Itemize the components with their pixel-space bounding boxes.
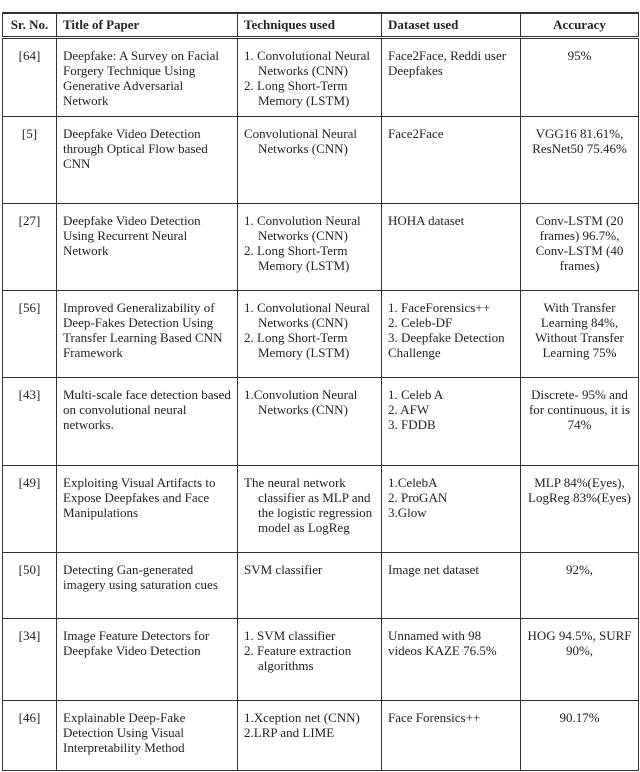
- dataset-cell: [382, 203, 521, 290]
- accuracy-cell: [521, 37, 639, 116]
- dataset-cell: [382, 700, 521, 770]
- title-cell: [57, 203, 238, 290]
- accuracy-cell: [521, 377, 639, 465]
- ref-cell: [3, 290, 57, 377]
- papers-table: [2, 12, 639, 771]
- dataset-item: Face Forensics++: [388, 709, 481, 725]
- table-row: [3, 377, 639, 465]
- dataset-cell: [382, 377, 521, 465]
- accuracy-value: With Transfer Learning 84%, Without Transfer Learning 75%: [535, 299, 624, 360]
- paper-title: Deepfake Video Detection through Optical Flow based CNN: [63, 125, 208, 171]
- ref-number: [34]: [18, 627, 41, 643]
- header-accuracy: Accuracy: [521, 13, 639, 37]
- header-dataset: Dataset used: [382, 13, 521, 37]
- dataset-item: 1. Celeb A: [388, 386, 444, 402]
- accuracy-cell: [521, 465, 639, 552]
- accuracy-value: VGG16 81.61%, ResNet50 75.46%: [532, 125, 627, 156]
- table-row: [3, 290, 639, 377]
- technique-item: 1.Convolution Neural Networks (CNN): [244, 386, 358, 417]
- paper-title: Multi-scale face detection based on convolutional neural networks.: [63, 386, 231, 432]
- dataset-item: Face2Face, Reddi user Deepfakes: [388, 47, 507, 78]
- accuracy-value: 90.17%: [559, 709, 600, 725]
- technique-item: 1. SVM classifier: [244, 627, 336, 643]
- techniques-cell: [238, 618, 382, 700]
- technique-item: 1. Convolutional Neural Networks (CNN): [244, 299, 371, 330]
- paper-title: Image Feature Detectors for Deepfake Video Detection: [63, 627, 210, 658]
- ref-number: [5]: [21, 125, 38, 141]
- techniques-cell: [238, 203, 382, 290]
- dataset-cell: [382, 618, 521, 700]
- title-cell: [57, 37, 238, 116]
- technique-item: 2. Feature extraction algorithms: [244, 642, 352, 673]
- ref-number: [27]: [18, 212, 41, 228]
- table-row: [3, 700, 639, 770]
- header-sr-no: Sr. No.: [3, 13, 57, 37]
- dataset-item: 1.CelebA: [388, 474, 438, 490]
- techniques-cell: [238, 552, 382, 618]
- techniques-cell: [238, 465, 382, 552]
- accuracy-value: Conv-LSTM (20 frames) 96.7%, Conv-LSTM (40 frames): [535, 212, 624, 273]
- dataset-item: HOHA dataset: [388, 212, 465, 228]
- technique-item: 2. Long Short-Term Memory (LSTM): [244, 77, 350, 108]
- dataset-item: Unnamed with 98 videos KAZE 76.5%: [388, 627, 497, 658]
- table-row: [3, 37, 639, 116]
- title-cell: [57, 552, 238, 618]
- paper-title: Exploiting Visual Artifacts to Expose Deepfakes and Face Manipulations: [63, 474, 216, 520]
- table-row: [3, 116, 639, 203]
- paper-title: Explainable Deep-Fake Detection Using Visual Interpretability Method: [63, 709, 186, 755]
- accuracy-cell: [521, 618, 639, 700]
- title-cell: [57, 465, 238, 552]
- table-row: [3, 618, 639, 700]
- ref-number: [64]: [18, 47, 41, 63]
- title-cell: [57, 618, 238, 700]
- technique-item: 1. Convolutional Neural Networks (CNN): [244, 47, 371, 78]
- paper-title: Deepfake: A Survey on Facial Forgery Technique Using Generative Adversarial Network: [63, 47, 219, 108]
- header-techniques: Techniques used: [238, 13, 382, 37]
- dataset-cell: [382, 290, 521, 377]
- accuracy-value: 95%: [567, 47, 592, 63]
- ref-cell: [3, 552, 57, 618]
- technique-item: SVM classifier: [244, 561, 323, 577]
- accuracy-cell: [521, 116, 639, 203]
- technique-item: 2.LRP and LIME: [244, 724, 335, 740]
- ref-number: [49]: [18, 474, 41, 490]
- accuracy-value: HOG 94.5%, SURF 90%,: [527, 627, 632, 658]
- ref-number: [56]: [18, 299, 41, 315]
- table-row: [3, 465, 639, 552]
- accuracy-cell: [521, 290, 639, 377]
- technique-item: The neural network classifier as MLP and the logistic regression model as LogReg: [244, 474, 373, 535]
- ref-cell: [3, 116, 57, 203]
- dataset-cell: [382, 116, 521, 203]
- title-cell: [57, 290, 238, 377]
- techniques-cell: [238, 700, 382, 770]
- dataset-cell: [382, 37, 521, 116]
- ref-cell: [3, 37, 57, 116]
- techniques-cell: [238, 37, 382, 116]
- techniques-cell: [238, 290, 382, 377]
- dataset-item: 2. Celeb-DF: [388, 314, 453, 330]
- ref-cell: [3, 700, 57, 770]
- technique-item: Convolutional Neural Networks (CNN): [244, 125, 358, 156]
- ref-cell: [3, 618, 57, 700]
- dataset-item: 3. Deepfake Detection Challenge: [388, 329, 505, 360]
- accuracy-cell: [521, 552, 639, 618]
- ref-cell: [3, 377, 57, 465]
- ref-number: [46]: [18, 709, 41, 725]
- techniques-cell: [238, 116, 382, 203]
- techniques-cell: [238, 377, 382, 465]
- dataset-item: 2. AFW: [388, 401, 430, 417]
- ref-cell: [3, 465, 57, 552]
- dataset-item: 2. ProGAN: [388, 489, 448, 505]
- paper-title: Improved Generalizability of Deep-Fakes Detection Using Transfer Learning Based CNN Framework: [63, 299, 223, 360]
- ref-number: [50]: [18, 561, 41, 577]
- accuracy-cell: [521, 203, 639, 290]
- accuracy-cell: [521, 700, 639, 770]
- ref-number: [43]: [18, 386, 41, 402]
- technique-item: 2. Long Short-Term Memory (LSTM): [244, 329, 350, 360]
- dataset-item: 3.Glow: [388, 504, 427, 520]
- dataset-item: 3. FDDB: [388, 416, 436, 432]
- title-cell: [57, 116, 238, 203]
- title-cell: [57, 700, 238, 770]
- dataset-cell: [382, 465, 521, 552]
- accuracy-value: 92%,: [565, 561, 594, 577]
- technique-item: 1.Xception net (CNN): [244, 709, 360, 725]
- dataset-item: Image net dataset: [388, 561, 479, 577]
- table-row: [3, 552, 639, 618]
- title-cell: [57, 377, 238, 465]
- technique-item: 1. Convolution Neural Networks (CNN): [244, 212, 361, 243]
- ref-cell: [3, 203, 57, 290]
- dataset-item: 1. FaceForensics++: [388, 299, 491, 315]
- header-title: Title of Paper: [57, 13, 238, 37]
- paper-title: Deepfake Video Detection Using Recurrent Neural Network: [63, 212, 201, 258]
- paper-title: Detecting Gan-generated imagery using saturation cues: [63, 561, 218, 592]
- table-row: [3, 203, 639, 290]
- header-row: [3, 13, 639, 37]
- accuracy-value: Discrete- 95% and for continuous, it is 74%: [528, 386, 631, 432]
- dataset-item: Face2Face: [388, 125, 444, 141]
- technique-item: 2. Long Short-Term Memory (LSTM): [244, 242, 350, 273]
- accuracy-value: MLP 84%(Eyes), LogReg 83%(Eyes): [528, 474, 631, 505]
- dataset-cell: [382, 552, 521, 618]
